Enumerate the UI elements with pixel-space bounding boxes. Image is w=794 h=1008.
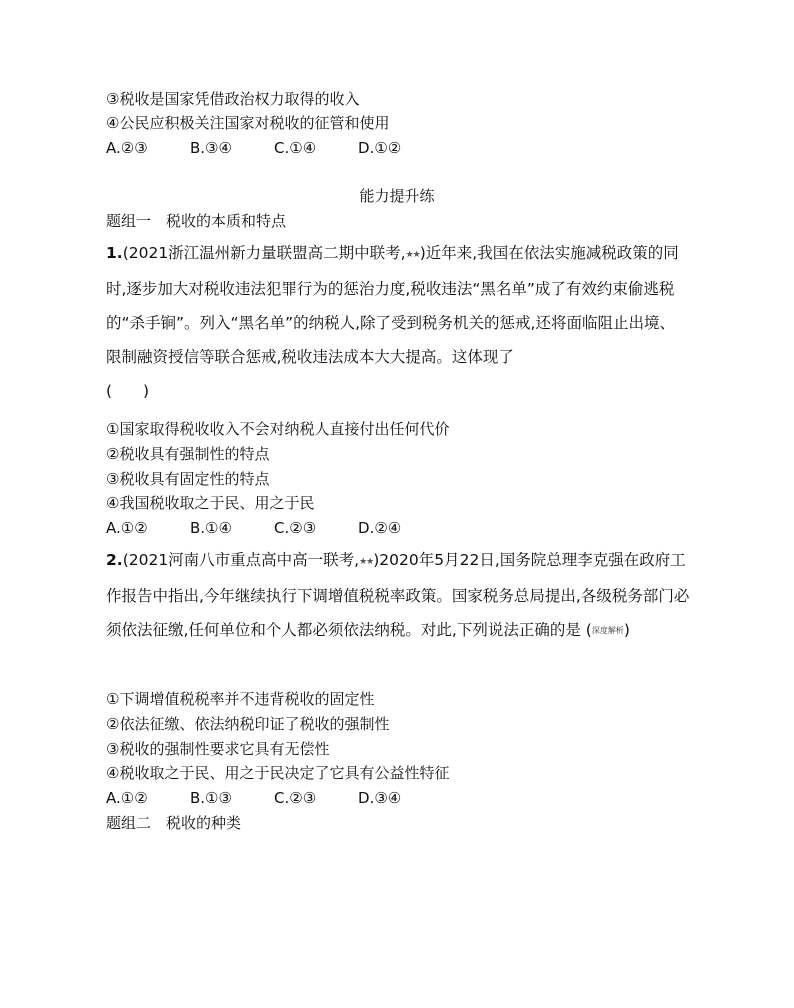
q2-options <box>106 788 442 808</box>
analysis-tag: 深度解析 <box>591 626 624 635</box>
q1-options <box>106 518 442 538</box>
option-b: B.③④ <box>190 139 232 157</box>
question-2 <box>106 543 690 648</box>
q1-item-4: ④我国税收取之于民、用之于民 <box>106 494 315 512</box>
analysis-note: (深度解析) <box>585 621 630 639</box>
top-options <box>106 138 442 158</box>
question-source: (2021河南八市重点高中高一联考, <box>122 551 360 569</box>
option-a: A.②③ <box>106 139 148 157</box>
top-item-3: ③税收是国家凭借政治权力取得的收入 <box>106 90 360 108</box>
option-d: D.①② <box>358 139 402 157</box>
question-number: 1. <box>106 244 123 262</box>
option-b: B.①③ <box>190 789 232 807</box>
difficulty-stars-icon: ★★ <box>405 250 420 260</box>
answer-bracket: ( ) <box>106 382 150 400</box>
top-item-4: ④公民应积极关注国家对税收的征管和使用 <box>106 114 390 132</box>
question-text: )近年来,我国在依法实施减税政策的同时,逐步加大对税收违法犯罪行为的惩治力度,税收违法“黑名单”成了有效约束偷逃税的“杀手锏”。列入“黑名单”的纳税人,除了受到税务机关的惩戒,还将面临阻止出境、限制融资授信等联合惩戒,税收违法成本大大提高。这体现了 <box>106 244 679 366</box>
option-c: C.②③ <box>274 519 317 537</box>
question-number: 2. <box>106 551 123 569</box>
option-a: A.①② <box>106 519 148 537</box>
q2-item-3: ③税收的强制性要求它具有无偿性 <box>106 740 330 758</box>
q1-item-2: ②税收具有强制性的特点 <box>106 445 270 463</box>
question-1 <box>106 236 690 408</box>
option-b: B.①④ <box>190 519 232 537</box>
section-title: 能力提升练 <box>359 187 435 205</box>
option-a: A.①② <box>106 789 148 807</box>
q2-item-2: ②依法征缴、依法纳税印证了税收的强制性 <box>106 715 390 733</box>
q1-item-3: ③税收具有固定性的特点 <box>106 470 270 488</box>
option-d: D.②④ <box>358 519 402 537</box>
difficulty-stars-icon: ★★ <box>359 557 374 567</box>
option-c: C.①④ <box>274 139 317 157</box>
question-text: )2020年5月22日,国务院总理李克强在政府工作报告中指出,今年继续执行下调增值税税率政策。国家税务总局提出,各级税务部门必须依法征缴,任何单位和个人都必须依法纳税。对此,下列说法正确的是 <box>106 551 690 639</box>
q2-item-4: ④税收取之于民、用之于民决定了它具有公益性特征 <box>106 764 450 782</box>
option-d: D.③④ <box>358 789 402 807</box>
group-heading-1: 题组一 税收的本质和特点 <box>106 212 287 230</box>
q1-item-1: ①国家取得税收收入不会对纳税人直接付出任何代价 <box>106 420 450 438</box>
q2-item-1: ①下调增值税税率并不违背税收的固定性 <box>106 690 375 708</box>
group-heading-2: 题组二 税收的种类 <box>106 814 242 832</box>
option-c: C.②③ <box>274 789 317 807</box>
question-source: (2021浙江温州新力量联盟高二期中联考, <box>122 244 406 262</box>
